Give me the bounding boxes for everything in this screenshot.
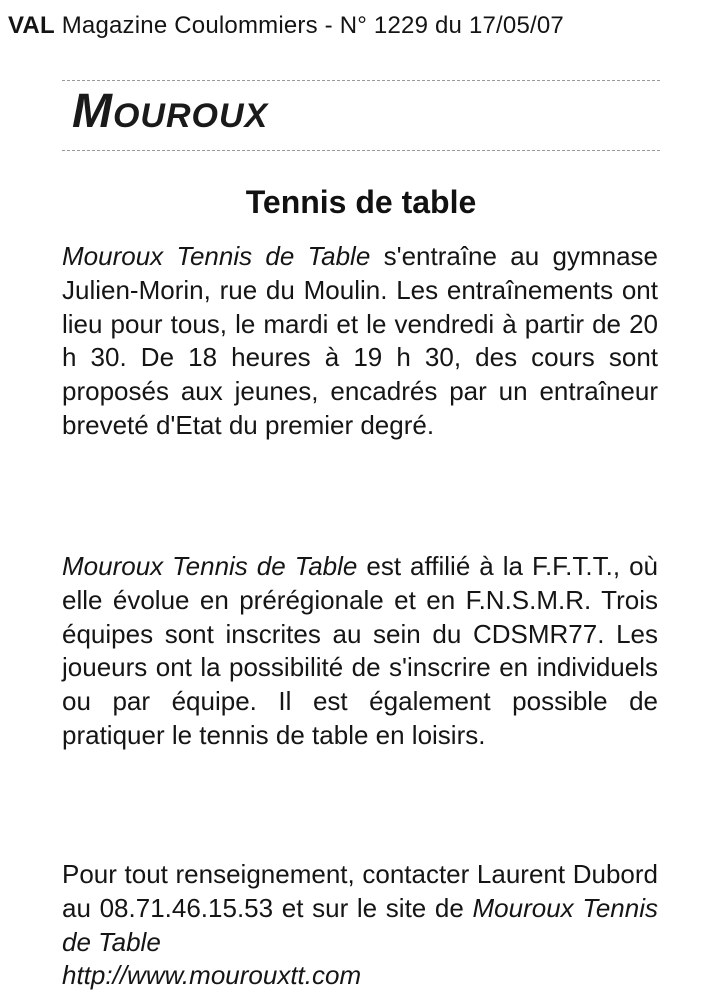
section-title: Mouroux xyxy=(72,85,269,138)
article-paragraph-1 xyxy=(62,240,658,443)
club-name-italic: Mouroux Tennis de Table xyxy=(62,551,358,581)
article-title: Tennis de table xyxy=(245,184,477,220)
issue-details: Magazine Coulommiers - N° 1229 du 17/05/07 xyxy=(61,12,564,39)
club-name-italic: Mouroux Tennis de Table xyxy=(62,241,371,271)
article-paragraph-2 xyxy=(62,550,658,753)
article-paragraph-3 xyxy=(62,858,658,993)
section-rule-top xyxy=(62,80,660,81)
publication-masthead xyxy=(8,12,564,40)
paragraph-1-text: s'entraîne au gymnase Julien-Morin, rue du Moulin. Les entraînements ont lieu pour tous, le mardi et le vendredi à partir de 20 h 30. De 18 heures à 19 h 30, des cours sont proposés aux jeunes, encadrés par un entraîneur breveté d'Etat du premier degré. xyxy=(62,241,658,440)
club-website-url: http://www.mourouxtt.com xyxy=(62,960,362,991)
club-site-name-italic: Mouroux Tennis de Table xyxy=(62,892,658,957)
section-rule-bottom xyxy=(62,150,660,151)
paragraph-3-text: Pour tout renseignement, contacter Laurent Dubord au 08.71.46.15.53 et sur le site de xyxy=(62,859,658,923)
publication-name: VAL xyxy=(8,12,55,39)
paragraph-2-text: est affilié à la F.F.T.T., où elle évolue en prérégionale et en F.N.S.M.R. Trois équipes sont inscrites au sein du CDSMR77. Les joueurs ont la possibilité de s'inscrire en individuels ou par équipe. Il est également possible de pratiquer le tennis de table en loisirs. xyxy=(62,551,658,750)
